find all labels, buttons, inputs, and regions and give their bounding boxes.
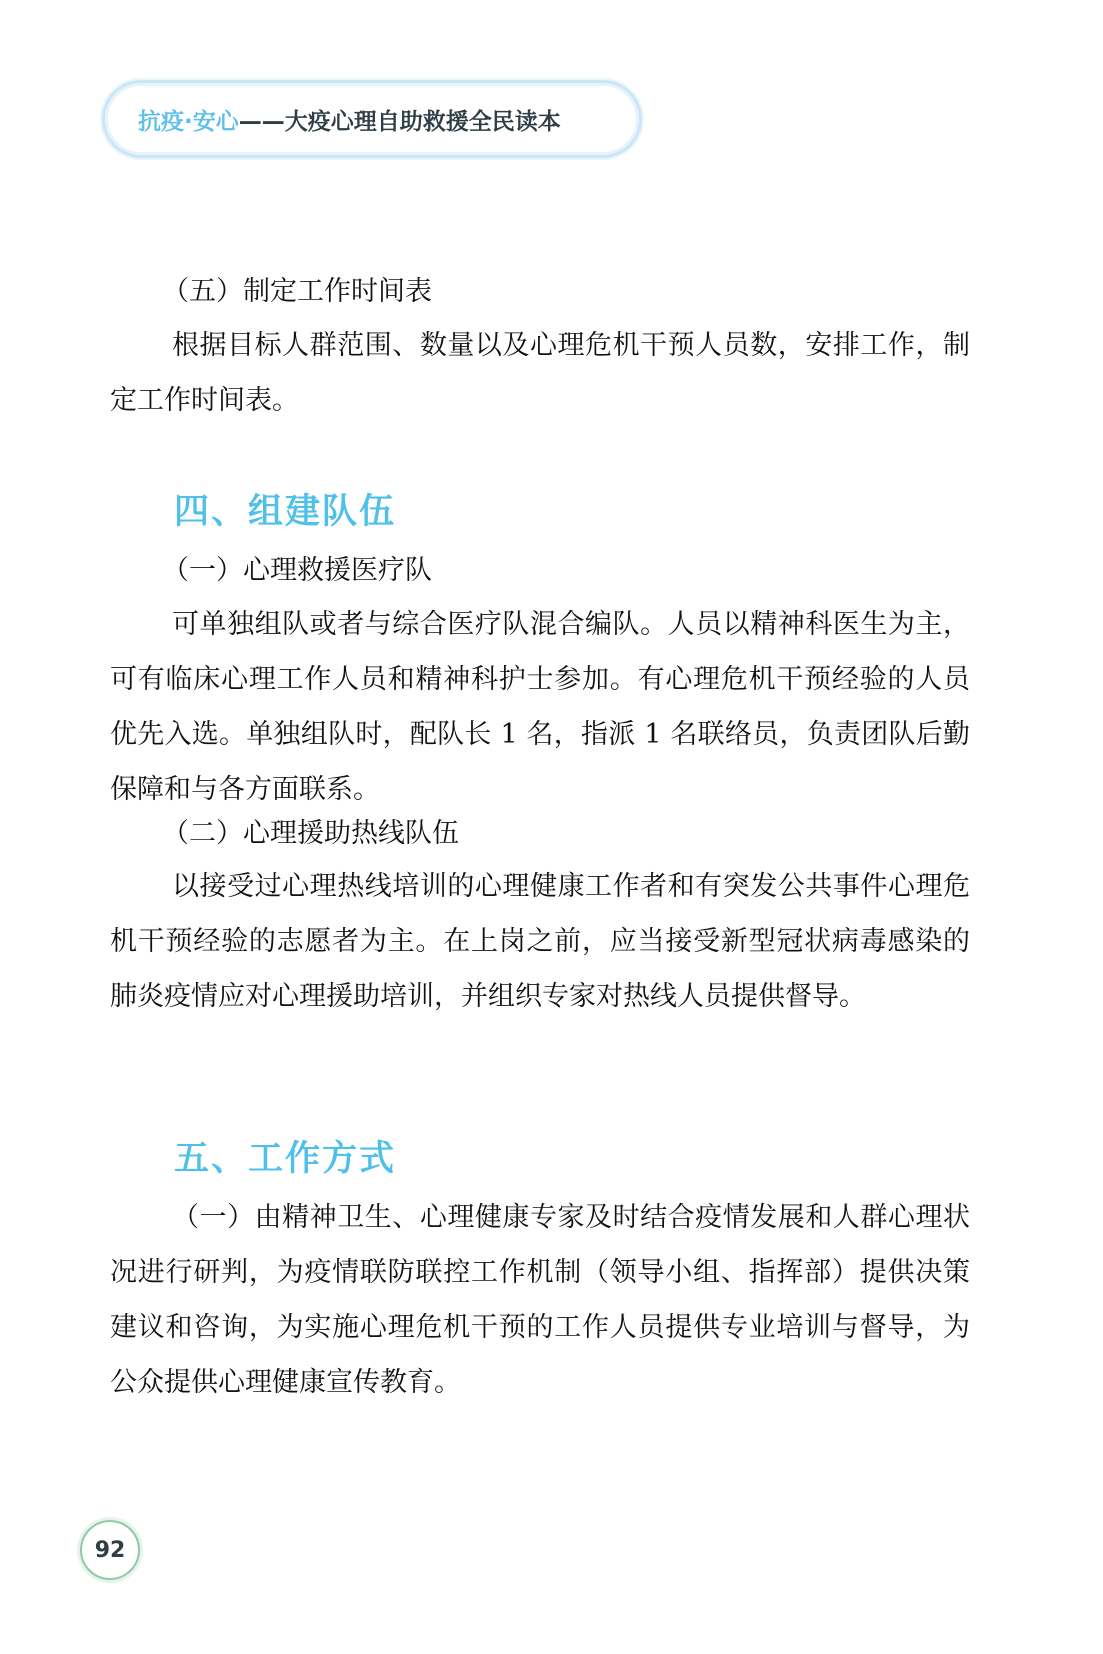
paragraph-work-schedule: 根据目标人群范围、数量以及心理危机干预人员数，安排工作，制定工作时间表。	[110, 330, 970, 416]
header-title-rest: ——大疫心理自助救援全民读本	[238, 108, 561, 135]
paragraph-work-method-1: （一）由精神卫生、心理健康专家及时结合疫情发展和人群心理状况进行研判，为疫情联防联控工作机制（领导小组、指挥部）提供决策建议和咨询，为实施心理危机干预的工作人员提供专业培训与督导，为公众提供心理健康宣传教育。	[110, 1202, 970, 1398]
subheading-medical-team: （一）心理救援医疗队	[162, 555, 432, 586]
subheading-hotline-team: （二）心理援助热线队伍	[162, 818, 459, 849]
header-title-lead: 抗疫·安心	[138, 108, 239, 135]
running-header	[108, 86, 636, 152]
paragraph-medical-team: 可单独组队或者与综合医疗队混合编队。人员以精神科医生为主，可有临床心理工作人员和精神科护士参加。有心理危机干预经验的人员优先入选。单独组队时，配队长 1 名，指派 1 名联络员，负责团队后勤保障和与各方面联系。	[110, 609, 970, 805]
section-heading-work-method: 五、工作方式	[174, 1139, 397, 1179]
page-number-badge	[80, 1520, 140, 1580]
page-number: 92	[94, 1537, 126, 1563]
section-heading-team: 四、组建队伍	[174, 492, 397, 532]
paragraph-hotline-team: 以接受过心理热线培训的心理健康工作者和有突发公共事件心理危机干预经验的志愿者为主。在上岗之前，应当接受新型冠状病毒感染的肺炎疫情应对心理援助培训，并组织专家对热线人员提供督导。	[110, 871, 970, 1012]
subheading-work-schedule: （五）制定工作时间表	[162, 276, 432, 307]
